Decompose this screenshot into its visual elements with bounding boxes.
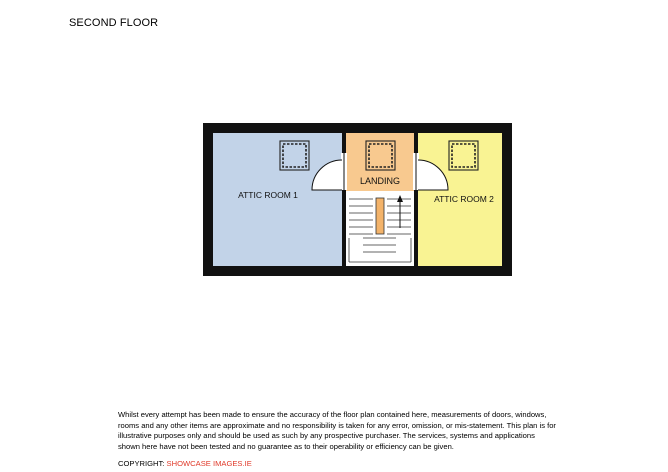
disclaimer-text: Whilst every attempt has been made to ensure the accuracy of the floor plan contained here, measurements of doors, windows, rooms and any other items are approximate and no responsibility is taken for any error, omission, or mis-statement. This plan is for illustrative purposes only and should be used as such by any prospective purchaser. The services, systems and applications shown here have not been tested and no guarantee as to their operability or efficiency can be given. (118, 410, 556, 451)
room-label-landing: LANDING (359, 176, 401, 186)
partition-wall-right (414, 133, 418, 266)
room-label-attic-room-1: ATTIC ROOM 1 (238, 190, 298, 200)
stair-handrail (376, 198, 384, 234)
partition-wall-left (342, 133, 346, 266)
copyright-line (118, 459, 252, 469)
page-title: SECOND FLOOR (69, 17, 159, 29)
copyright-brand: SHOWCASE IMAGES.IE (166, 459, 252, 468)
copyright-label: COPYRIGHT: (118, 459, 165, 468)
room-label-attic-room-2: ATTIC ROOM 2 (434, 194, 494, 204)
